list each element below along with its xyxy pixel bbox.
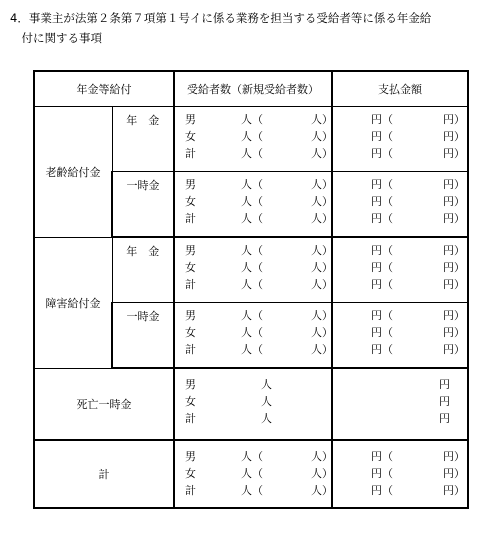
unit-label: 円） (443, 178, 465, 191)
value-line (333, 465, 467, 482)
value-line (333, 376, 467, 393)
group-disability: 障害給付金 (34, 237, 112, 368)
unit-label: 円（ (371, 467, 393, 480)
unit-label: 円（ (371, 484, 393, 497)
amount-cell (332, 107, 468, 172)
unit-label: 人（ (241, 278, 263, 291)
value-line (175, 393, 331, 410)
sub-annuity: 年 金 (112, 237, 174, 303)
unit-label: 円 (439, 378, 450, 391)
unit-label: 円） (443, 261, 465, 274)
unit-label: 人（ (241, 261, 263, 274)
sex-label: 男 (185, 113, 196, 126)
unit-label: 円） (443, 195, 465, 208)
unit-label: 円） (443, 147, 465, 160)
amount-cell (332, 303, 468, 369)
sex-label: 計 (185, 412, 196, 425)
value-line (333, 307, 467, 324)
unit-label: 円） (443, 326, 465, 339)
recipients-cell (174, 368, 332, 440)
unit-label: 人） (311, 261, 333, 274)
sex-label: 女 (185, 130, 196, 143)
value-line (333, 128, 467, 145)
unit-label: 円（ (371, 130, 393, 143)
unit-label: 円（ (371, 309, 393, 322)
unit-label: 円（ (371, 261, 393, 274)
value-line (333, 111, 467, 128)
sex-label: 男 (185, 378, 196, 391)
value-line (333, 259, 467, 276)
header-recipients: 受給者数（新規受給者数） (174, 71, 332, 107)
value-line (333, 242, 467, 259)
unit-label: 人 (261, 378, 272, 391)
sex-label: 計 (185, 212, 196, 225)
unit-label: 人） (311, 309, 333, 322)
recipients-cell (174, 440, 332, 508)
unit-label: 円） (443, 450, 465, 463)
value-line (333, 341, 467, 358)
unit-label: 円（ (371, 195, 393, 208)
sex-label: 女 (185, 261, 196, 274)
amount-cell (332, 172, 468, 238)
table-row (34, 237, 468, 303)
sex-label: 女 (185, 195, 196, 208)
value-line (333, 176, 467, 193)
unit-label: 円 (439, 395, 450, 408)
unit-label: 人（ (241, 326, 263, 339)
value-line (175, 376, 331, 393)
value-line (333, 448, 467, 465)
sex-label: 男 (185, 450, 196, 463)
unit-label: 人） (311, 278, 333, 291)
unit-label: 人） (311, 450, 333, 463)
value-line (333, 324, 467, 341)
unit-label: 円） (443, 278, 465, 291)
value-line (175, 111, 331, 128)
sex-label: 男 (185, 244, 196, 257)
recipients-cell (174, 303, 332, 369)
sex-label: 男 (185, 309, 196, 322)
unit-label: 人） (311, 326, 333, 339)
sex-label: 女 (185, 467, 196, 480)
unit-label: 人） (311, 343, 333, 356)
unit-label: 人） (311, 178, 333, 191)
amount-cell (332, 440, 468, 508)
unit-label: 円） (443, 130, 465, 143)
unit-label: 円 (439, 412, 450, 425)
unit-label: 円（ (371, 178, 393, 191)
unit-label: 人） (311, 212, 333, 225)
amount-cell (332, 237, 468, 303)
unit-label: 人（ (241, 450, 263, 463)
benefit-table (33, 70, 469, 509)
unit-label: 円（ (371, 326, 393, 339)
value-line (333, 482, 467, 499)
unit-label: 人） (311, 484, 333, 497)
sex-label: 計 (185, 343, 196, 356)
recipients-cell (174, 172, 332, 238)
group-death: 死亡一時金 (34, 368, 174, 440)
unit-label: 円） (443, 467, 465, 480)
unit-label: 円（ (371, 450, 393, 463)
unit-label: 円） (443, 484, 465, 497)
recipients-cell (174, 107, 332, 172)
value-line (333, 410, 467, 427)
header-row (34, 71, 468, 107)
unit-label: 人） (311, 147, 333, 160)
recipients-cell (174, 237, 332, 303)
unit-label: 人（ (241, 113, 263, 126)
value-line (333, 210, 467, 227)
value-line (175, 465, 331, 482)
unit-label: 人） (311, 113, 333, 126)
unit-label: 人（ (241, 484, 263, 497)
value-line (175, 324, 331, 341)
value-line (175, 341, 331, 358)
section-title: 4．事業主が法第２条第７項第１号イに係る業務を担当する受給者等に係る年金給 付に関する事項 (10, 11, 432, 45)
sex-label: 女 (185, 395, 196, 408)
sex-label: 計 (185, 278, 196, 291)
unit-label: 人（ (241, 467, 263, 480)
unit-label: 人（ (241, 309, 263, 322)
table-row (34, 440, 468, 508)
value-line (333, 145, 467, 162)
unit-label: 人（ (241, 178, 263, 191)
group-old-age: 老齢給付金 (34, 107, 112, 238)
unit-label: 円（ (371, 244, 393, 257)
unit-label: 円） (443, 113, 465, 126)
value-line (175, 276, 331, 293)
value-line (175, 307, 331, 324)
amount-cell (332, 368, 468, 440)
unit-label: 円） (443, 244, 465, 257)
table-row (34, 368, 468, 440)
value-line (175, 176, 331, 193)
unit-label: 人） (311, 244, 333, 257)
value-line (175, 210, 331, 227)
unit-label: 人 (261, 395, 272, 408)
sex-label: 女 (185, 326, 196, 339)
unit-label: 円（ (371, 212, 393, 225)
unit-label: 人（ (241, 147, 263, 160)
unit-label: 円） (443, 343, 465, 356)
sub-annuity: 年 金 (112, 107, 174, 172)
value-line (175, 259, 331, 276)
unit-label: 人（ (241, 244, 263, 257)
unit-label: 人（ (241, 343, 263, 356)
value-line (333, 393, 467, 410)
value-line (175, 193, 331, 210)
sex-label: 計 (185, 147, 196, 160)
value-line (175, 128, 331, 145)
unit-label: 円（ (371, 278, 393, 291)
unit-label: 人） (311, 467, 333, 480)
sex-label: 男 (185, 178, 196, 191)
unit-label: 人（ (241, 212, 263, 225)
unit-label: 円） (443, 212, 465, 225)
unit-label: 人 (261, 412, 272, 425)
group-total: 計 (34, 440, 174, 508)
sex-label: 計 (185, 484, 196, 497)
value-line (175, 482, 331, 499)
value-line (175, 410, 331, 427)
header-amount: 支払金額 (332, 71, 468, 107)
unit-label: 円） (443, 309, 465, 322)
table-row (34, 107, 468, 172)
value-line (333, 276, 467, 293)
unit-label: 円（ (371, 343, 393, 356)
value-line (175, 145, 331, 162)
value-line (175, 448, 331, 465)
unit-label: 人（ (241, 195, 263, 208)
unit-label: 円（ (371, 147, 393, 160)
sub-lump-sum: 一時金 (112, 303, 174, 369)
unit-label: 円（ (371, 113, 393, 126)
unit-label: 人） (311, 130, 333, 143)
unit-label: 人） (311, 195, 333, 208)
unit-label: 人（ (241, 130, 263, 143)
value-line (175, 242, 331, 259)
value-line (333, 193, 467, 210)
header-benefit: 年金等給付 (34, 71, 174, 107)
sub-lump-sum: 一時金 (112, 172, 174, 238)
